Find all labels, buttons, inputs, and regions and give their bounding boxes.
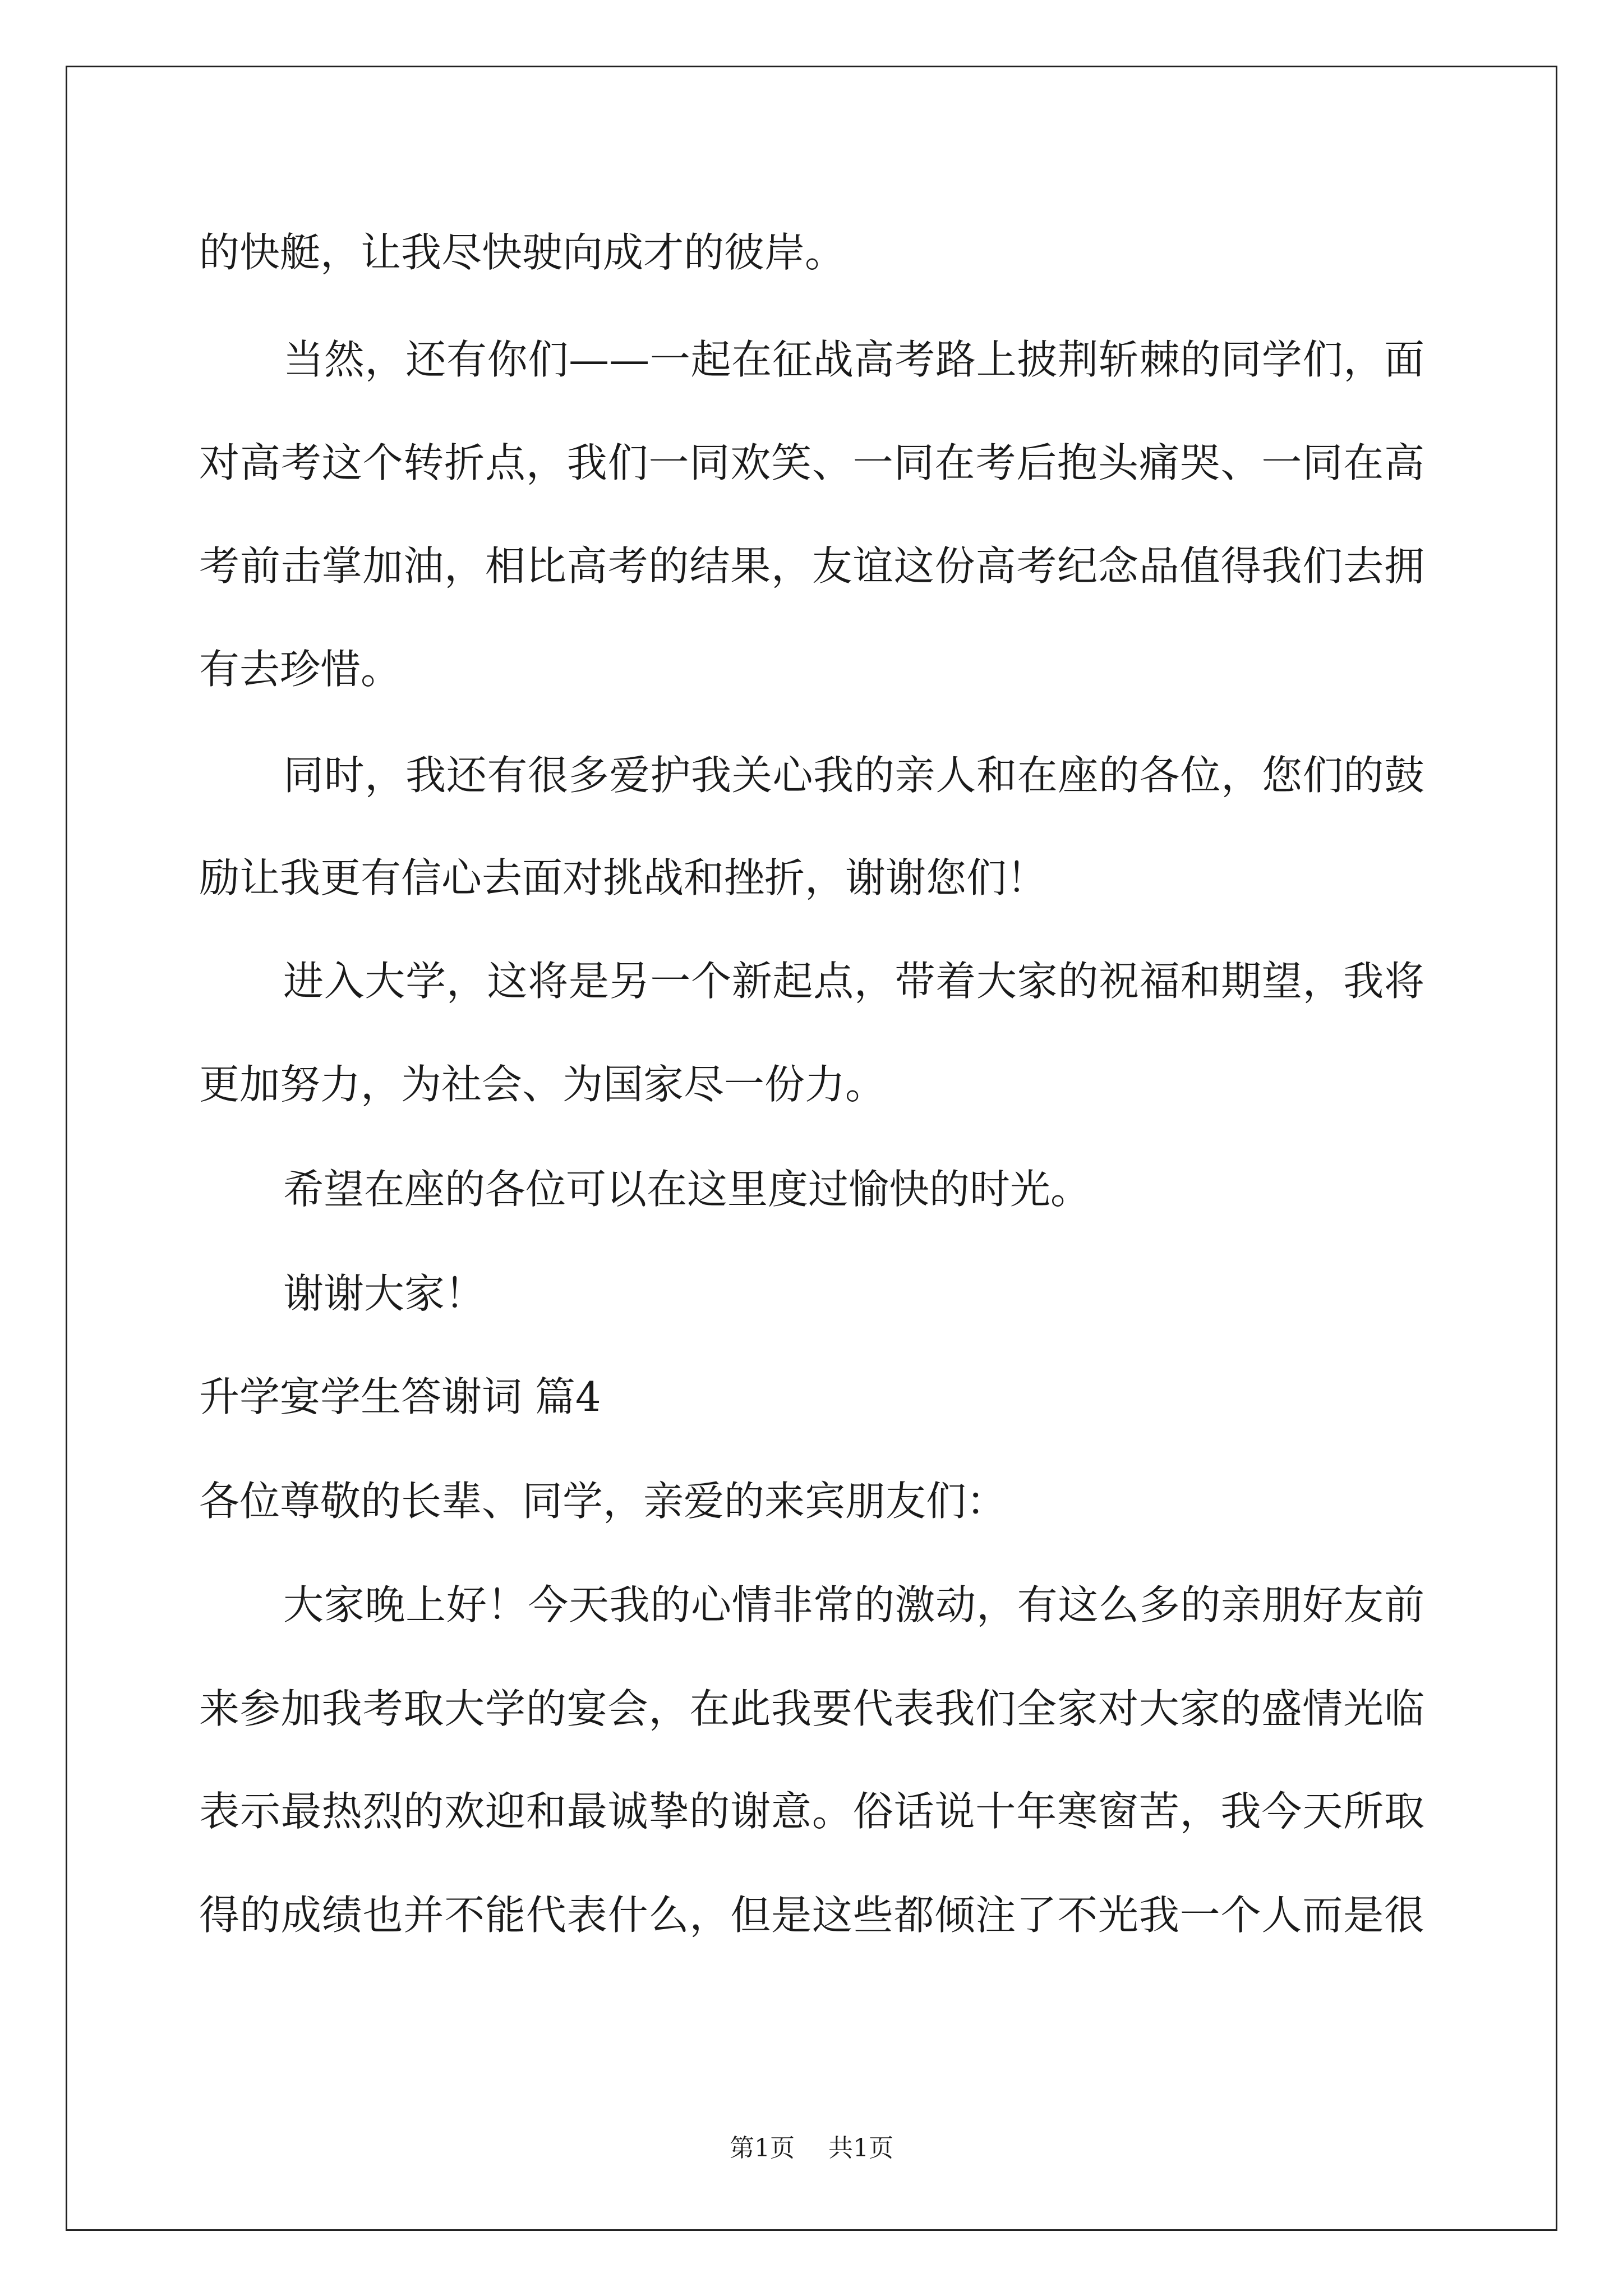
page-footer	[0, 2136, 1623, 2161]
salutation-line: 各位尊敬的长辈、同学，亲爱的来宾朋友们：	[199, 1478, 1007, 1525]
body-line-6: 同时，我还有很多爱护我关心我的亲人和在座的各位，您们的鼓	[283, 752, 1424, 799]
body-line-9: 更加努力，为社会、为国家尽一份力。	[199, 1061, 886, 1108]
section-heading: 升学宴学生答谢词 篇4	[199, 1373, 601, 1420]
body-line-3: 对高考这个转折点，我们一同欢笑、一同在考后抱头痛哭、一同在高	[199, 439, 1424, 486]
footer-current-page: 第1页	[730, 2134, 795, 2162]
body-line-12: 大家晚上好！今天我的心情非常的激动，有这么多的亲朋好友前	[283, 1581, 1424, 1628]
body-line-10: 希望在座的各位可以在这里度过愉快的时光。	[283, 1166, 1091, 1213]
body-line-7: 励让我更有信心去面对挑战和挫折，谢谢您们！	[199, 854, 1048, 901]
body-line-1: 的快艇，让我尽快驶向成才的彼岸。	[199, 229, 846, 276]
body-line-13: 来参加我考取大学的宴会，在此我要代表我们全家对大家的盛情光临	[199, 1685, 1424, 1732]
body-line-8: 进入大学，这将是另一个新起点，带着大家的祝福和期望，我将	[283, 958, 1424, 1005]
body-line-14: 表示最热烈的欢迎和最诚挚的谢意。俗话说十年寒窗苦，我今天所取	[199, 1788, 1424, 1835]
body-line-4: 考前击掌加油，相比高考的结果，友谊这份高考纪念品值得我们去拥	[199, 542, 1424, 590]
body-line-2: 当然，还有你们——一起在征战高考路上披荆斩棘的同学们，面	[283, 336, 1424, 383]
body-line-5: 有去珍惜。	[199, 646, 402, 693]
footer-total-pages: 共1页	[828, 2134, 893, 2162]
body-line-11: 谢谢大家！	[283, 1270, 486, 1317]
body-line-15: 得的成绩也并不能代表什么，但是这些都倾注了不光我一个人而是很	[199, 1892, 1424, 1939]
